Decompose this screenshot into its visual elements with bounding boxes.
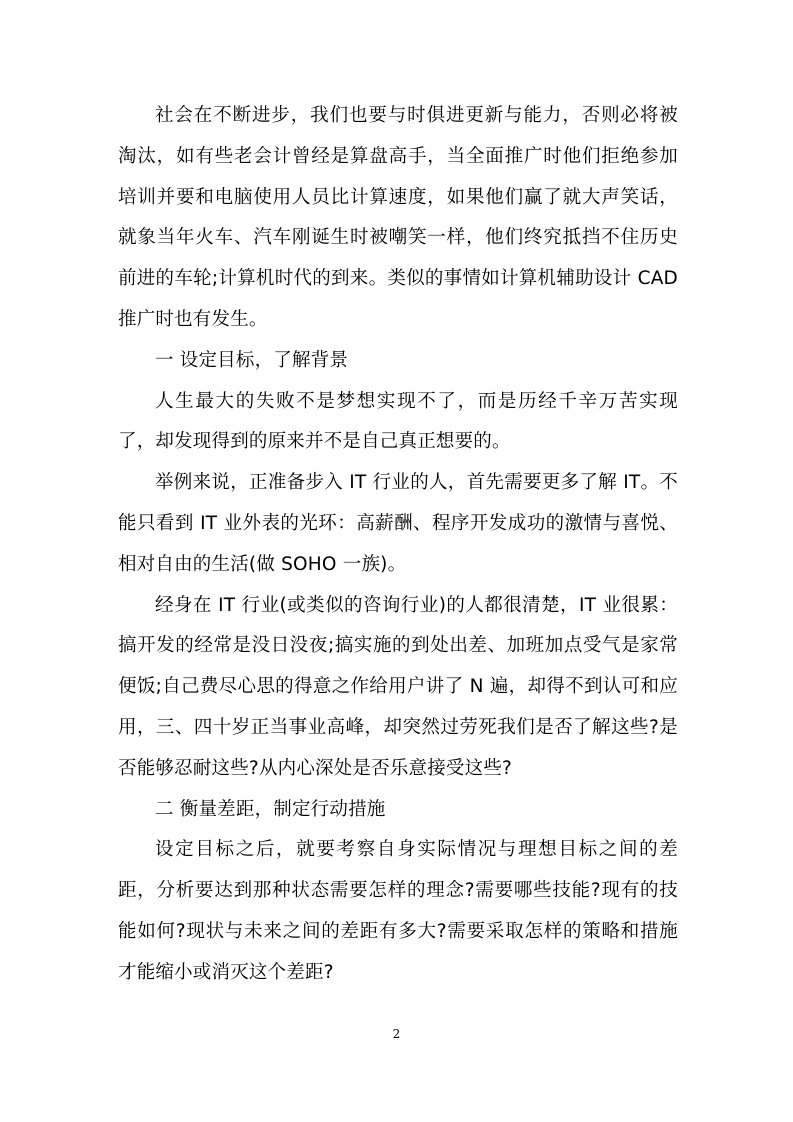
paragraph-it-example: 举例来说，正准备步入 IT 行业的人，首先需要更多了解 IT。不能只看到 IT 业外表的光环：高薪酬、程序开发成功的激情与喜悦、相对自由的生活(做 SOHO 一族)。 bbox=[118, 472, 678, 575]
page-body bbox=[118, 96, 678, 994]
paragraph-gap-analysis: 设定目标之后，就要考察自身实际情况与理想目标之间的差距，分析要达到那种状态需要怎样的理念?需要哪些技能?现有的技能如何?现状与未来之间的差距有多大?需要采取怎样的策略和措施才能缩小或消灭这个差距? bbox=[118, 839, 679, 983]
paragraph-technology-progress: 社会在不断进步，我们也要与时俱进更新与能力，否则必将被淘汰，如有些老会计曾经是算盘高手，当全面推广时他们拒绝参加培训并要和电脑使用人员比计算速度，如果他们赢了就大声笑话，就象当年火车、汽车刚诞生时被嘲笑一样，他们终究抵挡不住历史前进的车轮;计算机时代的到来。类似的事情如计算机辅助设计 CAD 推广时也有发生。 bbox=[118, 105, 678, 330]
section-heading-set-goals: 一 设定目标，了解背景 bbox=[155, 349, 349, 371]
page-number: 2 bbox=[392, 1027, 401, 1041]
paragraph-life-failure: 人生最大的失败不是梦想实现不了，而是历经千辛万苦实现了，却发现得到的原来并不是自己真正想要的。 bbox=[118, 390, 678, 453]
paragraph-it-industry-reality: 经身在 IT 行业(或类似的咨询行业)的人都很清楚，IT 业很累：搞开发的经常是没日没夜;搞实施的到处出差、加班加点受气是家常便饭;自己费尽心思的得意之作给用户讲了 N 遍，却得不到认可和应用，三、四十岁正当事业高峰，却突然过劳死我们是否了解这些?是否能够忍耐这些?从内心深处是否乐意接受这些? bbox=[118, 594, 678, 779]
section-heading-measure-gap: 二 衡量差距，制定行动措施 bbox=[155, 798, 386, 820]
